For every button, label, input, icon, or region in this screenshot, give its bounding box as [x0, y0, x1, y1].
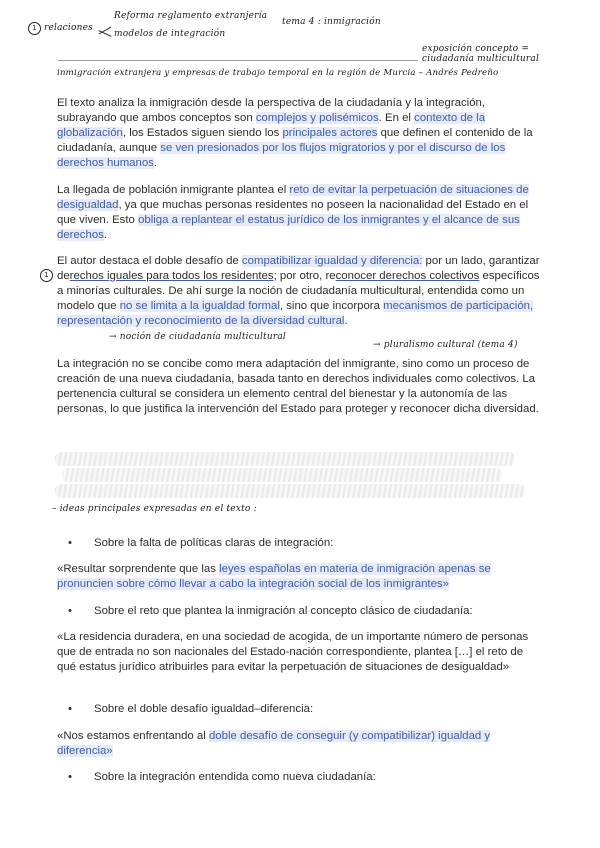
quote-2 [57, 630, 545, 675]
text-segment: El autor destaca el doble desafío de [57, 255, 242, 267]
text-segment: «Nos estamos enfrentando al [57, 730, 209, 742]
text-segment: , sino que incorpora [279, 300, 384, 312]
underlined-text: rechos iguales para todos los residentes [69, 270, 274, 282]
underline-title [58, 60, 418, 61]
text-segment: , ya que muchas personas residentes no poseen la nacionalidad del Estado en el que viven. Esto [57, 199, 529, 226]
note-reforma: Reforma reglamento extranjería [114, 11, 268, 21]
paragraph-4 [57, 357, 545, 417]
highlighted-text: principales actores [282, 127, 378, 139]
text-segment: «Resultar sorprendente que las [57, 563, 220, 575]
highlighted-text: obliga a replantear el estatus jurídico de los inmigrantes y el alcance de sus derechos [57, 214, 520, 241]
text-segment: La integración no se concibe como mera adaptación del inmigrante, sino como un proceso de creación de una nueva ciudadanía, basada tanto en derechos individuales como colectivos. La pertenencia cultural se considera un elemento central del bienestar y la autonomía de las personas, lo que justifica la intervención del Estado para proteger y reconocer dicha diversidad. [57, 358, 539, 415]
paragraph-1 [57, 96, 545, 171]
quote-3 [57, 729, 545, 759]
highlighted-text: no se limita a la igualdad formal [119, 300, 280, 312]
note-tema: tema 4 : inmigración [282, 17, 381, 27]
bullet-item-4: • Sobre la integración entendida como nueva ciudadanía: [68, 771, 376, 783]
note-pluralismo: → pluralismo cultural (tema 4) [373, 340, 518, 350]
note-exposicion: exposición concepto = ciudadanía multicultural [422, 44, 540, 64]
circle-number-2: 1 [40, 269, 53, 282]
highlighted-text: contexto de la globalización [57, 112, 486, 139]
text-segment: . En el [378, 112, 415, 124]
text-segment: El texto analiza la inmigración desde la perspectiva de la ciudadanía y la integración, subrayando que ambos conceptos son [57, 97, 486, 124]
paragraph-3 [57, 254, 545, 329]
highlighted-text: reto de evitar la perpetuación de situaciones de desigualdad [57, 184, 529, 211]
text-segment: . [153, 157, 158, 169]
highlighted-text: compatibilizar igualdad y diferencia: [241, 255, 423, 267]
text-segment: por un lado, garantizar de [57, 255, 540, 282]
bullet-item-1: • Sobre la falta de políticas claras de integración: [68, 537, 334, 549]
bullet-item-3: • Sobre el doble desafío igualdad–diferencia: [68, 703, 314, 715]
circle-number-1: 1 [28, 22, 41, 35]
note-modelos: modelos de integración [114, 29, 226, 39]
scribble-1 [55, 452, 515, 466]
scribble-3 [55, 484, 525, 498]
highlighted-text: se ven presionados por los flujos migratorios y por el discurso de los derechos humanos [57, 142, 506, 169]
text-segment: . [103, 229, 108, 241]
note-title-line: inmigración extranjera y empresas de trabajo temporal en la región de Murcia – Andrés Pedreño [57, 68, 499, 78]
bullet-item-2: • Sobre el reto que plantea la inmigración al concepto clásico de ciudadanía: [68, 605, 473, 617]
text-segment: que definen el contenido de la ciudadanía, aunque [57, 127, 533, 154]
paragraph-2 [57, 183, 545, 243]
scribble-2 [62, 468, 502, 482]
text-segment: La llegada de población inmigrante plantea el [57, 184, 290, 196]
text-segment: específicos a minorías culturales. De ahí surge la noción de ciudadanía multicultural, entendida como un modelo que [57, 270, 540, 312]
underlined-text: conocer derechos colectivos [335, 270, 480, 282]
highlighted-text: complejos y polisémicos [255, 112, 379, 124]
note-ideas: – ideas principales expresadas en el texto : [52, 504, 257, 514]
text-segment: . [344, 315, 348, 327]
highlighted-text: mecanismos de participación, representación y reconocimiento de la diversidad cultural [57, 300, 534, 327]
text-segment: «La residencia duradera, en una sociedad de acogida, de un importante número de personas que de entrada no son nacionales del Estado-nación correspondiente, plantea […] el reto de qué estatus jurídico atribuirles para evitar la perpetuación de situaciones de desigualdad» [57, 631, 529, 673]
text-segment: ; por otro, re [273, 270, 336, 282]
text-segment: , los Estados siguen siendo los [122, 127, 283, 139]
highlighted-text: leyes españolas en materia de inmigración apenas se pronuncien sobre cómo llevar a cabo la integración social de los inmigrantes» [57, 563, 491, 590]
quote-1 [57, 562, 545, 592]
note-relaciones: relaciones [44, 23, 93, 33]
note-nocion: → noción de ciudadanía multicultural [109, 332, 287, 342]
highlighted-text: doble desafío de conseguir (y compatibilizar) igualdad y diferencia» [57, 730, 491, 757]
